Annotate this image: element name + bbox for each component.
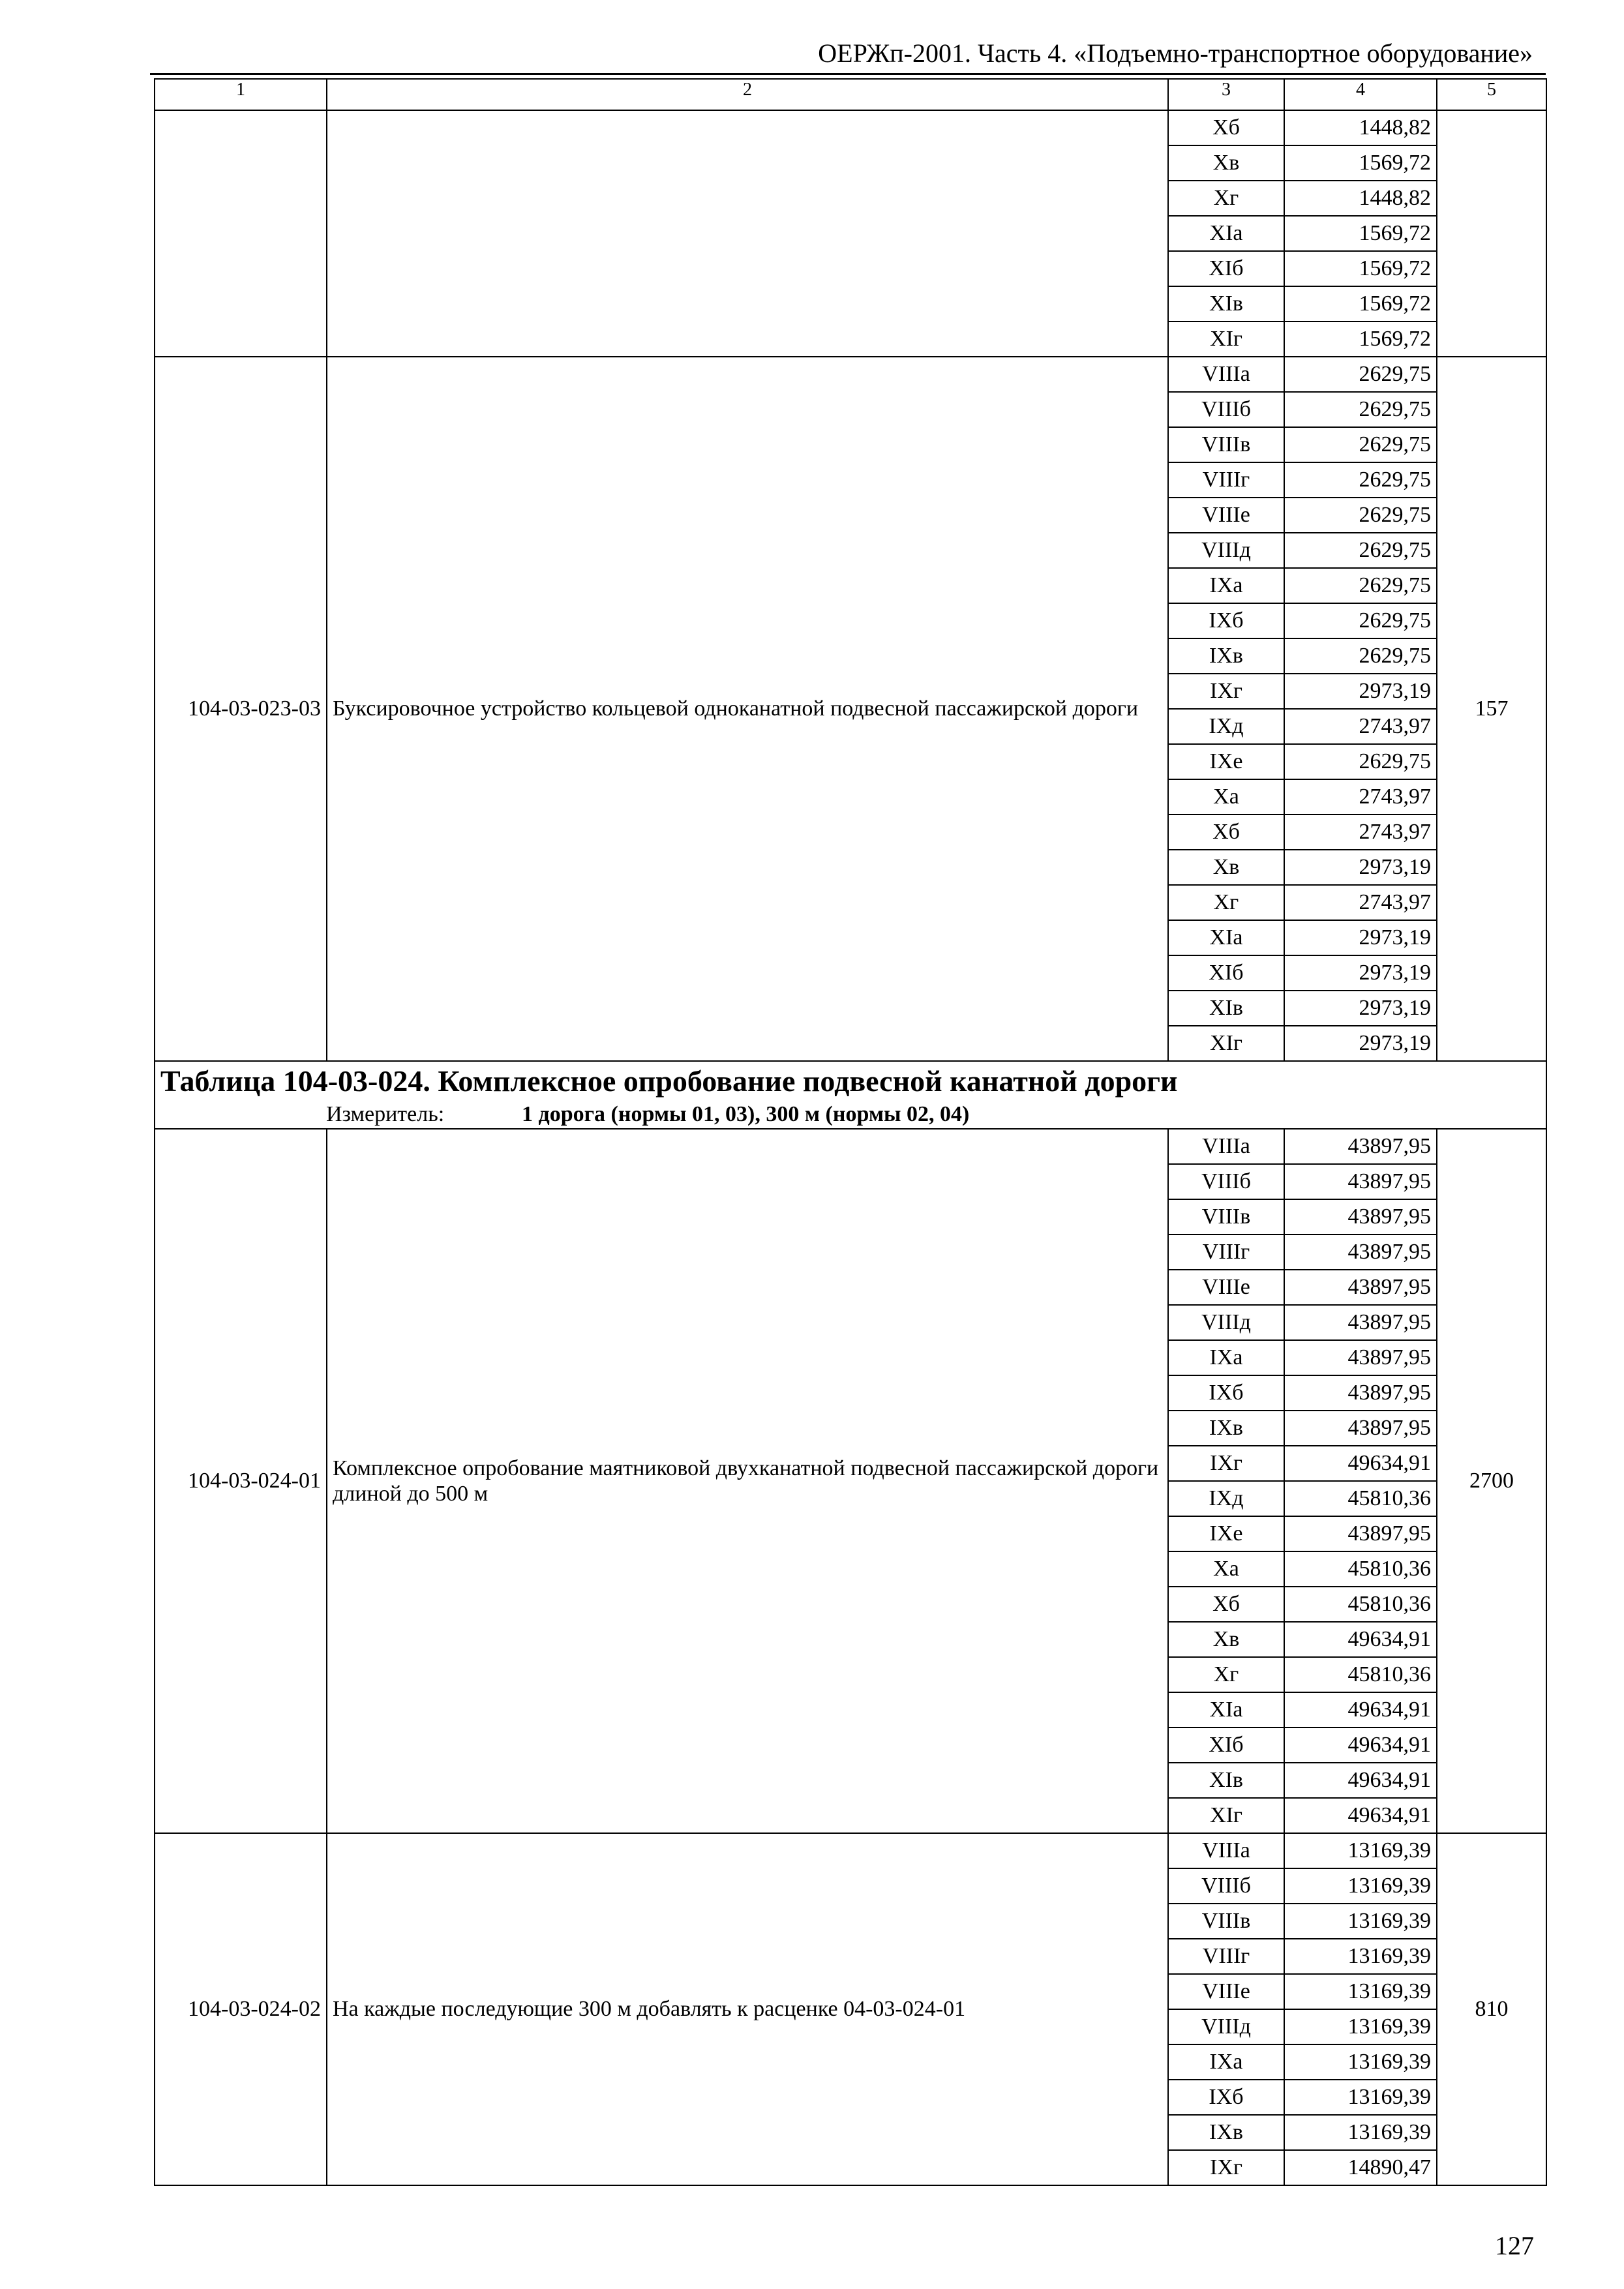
price-value: 49634,91 <box>1284 1798 1437 1833</box>
price-value: 2629,75 <box>1284 603 1437 638</box>
price-value: 45810,36 <box>1284 1481 1437 1516</box>
price-value: 2973,19 <box>1284 850 1437 885</box>
price-class: Xб <box>1168 815 1284 850</box>
price-class: VIIIв <box>1168 427 1284 462</box>
price-value: 2629,75 <box>1284 744 1437 779</box>
price-value: 2629,75 <box>1284 462 1437 498</box>
price-value: 43897,95 <box>1284 1411 1437 1446</box>
labor-cost <box>1437 110 1546 357</box>
price-class: XIб <box>1168 1728 1284 1763</box>
price-class: XIб <box>1168 251 1284 286</box>
price-class: XIв <box>1168 286 1284 322</box>
price-value: 13169,39 <box>1284 1904 1437 1939</box>
price-class: IXа <box>1168 568 1284 603</box>
meter-label: Измеритель: <box>326 1102 445 1126</box>
price-value: 2973,19 <box>1284 1026 1437 1061</box>
price-class: VIIIе <box>1168 498 1284 533</box>
rate-code: 104-03-023-03 <box>155 357 327 1061</box>
price-class: Xб <box>1168 110 1284 145</box>
rate-description <box>327 110 1168 357</box>
price-class: VIIIв <box>1168 1904 1284 1939</box>
price-class: VIIIг <box>1168 462 1284 498</box>
table-title: Таблица 104-03-024. Комплексное опробование подвесной канатной дороги <box>160 1064 1178 1098</box>
price-value: 13169,39 <box>1284 1833 1437 1868</box>
price-class: IXг <box>1168 674 1284 709</box>
price-table <box>154 78 1547 2186</box>
price-class: IXг <box>1168 1446 1284 1481</box>
price-value: 13169,39 <box>1284 1868 1437 1904</box>
price-class: VIIIг <box>1168 1939 1284 1974</box>
price-value: 1569,72 <box>1284 145 1437 181</box>
price-class: VIIIв <box>1168 1199 1284 1234</box>
table-heading-row <box>155 1061 1546 1129</box>
meter-value: 1 дорога (нормы 01, 03), 300 м (нормы 02, 04) <box>522 1102 970 1126</box>
price-class: XIв <box>1168 1763 1284 1798</box>
column-number: 3 <box>1168 79 1284 110</box>
price-class: IXе <box>1168 1516 1284 1551</box>
header-rule <box>150 73 1546 75</box>
price-value: 2973,19 <box>1284 991 1437 1026</box>
rate-description: Комплексное опробование маятниковой двухканатной подвесной пассажирской дороги длиной до 500 м <box>327 1129 1168 1833</box>
price-class: XIг <box>1168 1026 1284 1061</box>
price-value: 2629,75 <box>1284 568 1437 603</box>
price-class: VIIIд <box>1168 1305 1284 1340</box>
price-class: VIIIб <box>1168 1868 1284 1904</box>
price-class: Xв <box>1168 850 1284 885</box>
price-class: IXб <box>1168 1375 1284 1411</box>
price-value: 49634,91 <box>1284 1692 1437 1728</box>
price-value: 13169,39 <box>1284 1939 1437 1974</box>
price-class: IXв <box>1168 638 1284 674</box>
price-value: 2743,97 <box>1284 709 1437 744</box>
price-class: Xб <box>1168 1587 1284 1622</box>
column-number: 1 <box>155 79 327 110</box>
rate-code <box>155 110 327 357</box>
price-class: Xв <box>1168 1622 1284 1657</box>
price-class: IXа <box>1168 2044 1284 2080</box>
price-class: VIIIд <box>1168 2009 1284 2044</box>
price-value: 1448,82 <box>1284 110 1437 145</box>
table-heading <box>155 1061 1546 1129</box>
price-class: XIг <box>1168 1798 1284 1833</box>
price-value: 43897,95 <box>1284 1199 1437 1234</box>
price-value: 14890,47 <box>1284 2150 1437 2185</box>
table-body <box>155 110 1546 2185</box>
rate-description: Буксировочное устройство кольцевой одноканатной подвесной пассажирской дороги <box>327 357 1168 1061</box>
column-number: 2 <box>327 79 1168 110</box>
price-value: 45810,36 <box>1284 1657 1437 1692</box>
price-value: 2973,19 <box>1284 955 1437 991</box>
price-class: IXв <box>1168 1411 1284 1446</box>
page-number: 127 <box>1495 2231 1534 2260</box>
column-number: 5 <box>1437 79 1546 110</box>
price-value: 45810,36 <box>1284 1551 1437 1587</box>
price-value: 43897,95 <box>1284 1375 1437 1411</box>
price-class: Xа <box>1168 779 1284 815</box>
price-value: 49634,91 <box>1284 1763 1437 1798</box>
rate-description: На каждые последующие 300 м добавлять к расценке 04-03-024-01 <box>327 1833 1168 2185</box>
price-value: 43897,95 <box>1284 1234 1437 1270</box>
price-class: IXб <box>1168 603 1284 638</box>
table-row <box>155 110 1546 145</box>
price-class: Xв <box>1168 145 1284 181</box>
price-value: 45810,36 <box>1284 1587 1437 1622</box>
price-class: XIб <box>1168 955 1284 991</box>
price-value: 2973,19 <box>1284 920 1437 955</box>
price-value: 43897,95 <box>1284 1129 1437 1164</box>
price-value: 43897,95 <box>1284 1164 1437 1199</box>
price-class: VIIIе <box>1168 1270 1284 1305</box>
price-class: XIв <box>1168 991 1284 1026</box>
price-value: 13169,39 <box>1284 1974 1437 2009</box>
price-class: IXд <box>1168 1481 1284 1516</box>
price-value: 2743,97 <box>1284 815 1437 850</box>
price-class: VIIIг <box>1168 1234 1284 1270</box>
price-value: 13169,39 <box>1284 2009 1437 2044</box>
rate-code: 104-03-024-01 <box>155 1129 327 1833</box>
price-class: IXе <box>1168 744 1284 779</box>
price-value: 49634,91 <box>1284 1446 1437 1481</box>
price-value: 43897,95 <box>1284 1270 1437 1305</box>
price-value: 2743,97 <box>1284 779 1437 815</box>
meter-line <box>160 1101 1541 1128</box>
price-class: IXг <box>1168 2150 1284 2185</box>
price-value: 1569,72 <box>1284 286 1437 322</box>
price-class: VIIIа <box>1168 357 1284 392</box>
price-class: XIа <box>1168 216 1284 251</box>
labor-cost: 157 <box>1437 357 1546 1061</box>
rate-code: 104-03-024-02 <box>155 1833 327 2185</box>
price-value: 1569,72 <box>1284 251 1437 286</box>
price-class: IXа <box>1168 1340 1284 1375</box>
price-class: IXб <box>1168 2080 1284 2115</box>
price-class: XIг <box>1168 322 1284 357</box>
price-value: 1569,72 <box>1284 216 1437 251</box>
price-class: Xг <box>1168 885 1284 920</box>
price-class: Xа <box>1168 1551 1284 1587</box>
price-value: 13169,39 <box>1284 2044 1437 2080</box>
price-class: VIIIд <box>1168 533 1284 568</box>
price-value: 1448,82 <box>1284 181 1437 216</box>
price-value: 1569,72 <box>1284 322 1437 357</box>
table-row <box>155 1833 1546 1868</box>
price-class: VIIIа <box>1168 1833 1284 1868</box>
price-class: VIIIб <box>1168 392 1284 427</box>
price-value: 2973,19 <box>1284 674 1437 709</box>
price-value: 2629,75 <box>1284 533 1437 568</box>
price-value: 13169,39 <box>1284 2115 1437 2150</box>
price-value: 49634,91 <box>1284 1622 1437 1657</box>
price-class: Xг <box>1168 181 1284 216</box>
price-class: Xг <box>1168 1657 1284 1692</box>
price-class: XIа <box>1168 920 1284 955</box>
price-class: XIа <box>1168 1692 1284 1728</box>
price-class: IXд <box>1168 709 1284 744</box>
price-class: VIIIа <box>1168 1129 1284 1164</box>
price-value: 2629,75 <box>1284 427 1437 462</box>
price-value: 2743,97 <box>1284 885 1437 920</box>
price-class: VIIIб <box>1168 1164 1284 1199</box>
price-value: 2629,75 <box>1284 498 1437 533</box>
labor-cost: 810 <box>1437 1833 1546 2185</box>
price-value: 43897,95 <box>1284 1305 1437 1340</box>
price-value: 2629,75 <box>1284 357 1437 392</box>
price-value: 2629,75 <box>1284 392 1437 427</box>
table-row <box>155 357 1546 392</box>
price-value: 43897,95 <box>1284 1340 1437 1375</box>
column-number: 4 <box>1284 79 1437 110</box>
running-title: ОЕРЖп-2001. Часть 4. «Подъемно-транспортное оборудование» <box>818 38 1533 68</box>
labor-cost: 2700 <box>1437 1129 1546 1833</box>
price-value: 13169,39 <box>1284 2080 1437 2115</box>
column-number-row <box>155 79 1546 110</box>
price-value: 2629,75 <box>1284 638 1437 674</box>
price-class: VIIIе <box>1168 1974 1284 2009</box>
table-row <box>155 1129 1546 1164</box>
price-value: 43897,95 <box>1284 1516 1437 1551</box>
price-class: IXв <box>1168 2115 1284 2150</box>
price-value: 49634,91 <box>1284 1728 1437 1763</box>
